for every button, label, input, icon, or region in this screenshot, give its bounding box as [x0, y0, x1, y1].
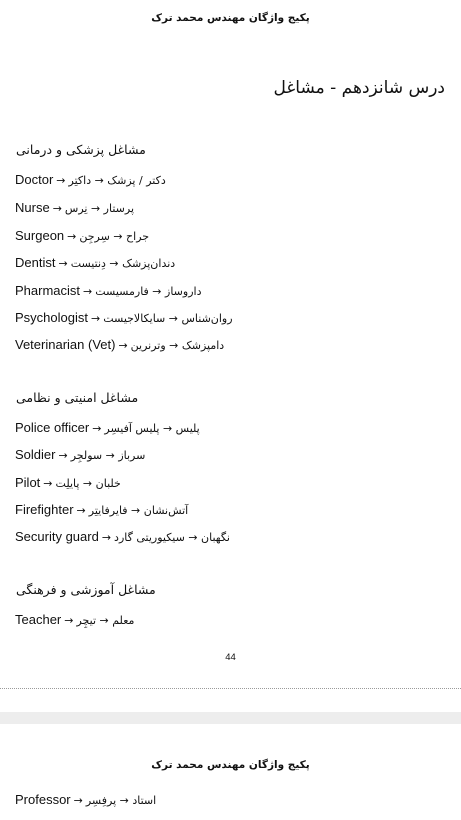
vocab-entry [15, 529, 230, 546]
english-word: Pilot [15, 475, 41, 490]
document-page-45 [0, 745, 461, 820]
persian-translation: دندان‌پزشک → دِنتیست [70, 257, 176, 270]
vocab-entry [15, 792, 156, 809]
arrow-icon: → [73, 794, 83, 807]
arrow-icon: → [67, 230, 77, 243]
persian-translation: سرباز → سولجِر [70, 449, 146, 462]
page-number: 44 [225, 652, 236, 663]
lesson-title: درس شانزدهم - مشاغل [273, 78, 445, 98]
english-word: Psychologist [15, 310, 88, 325]
arrow-icon: → [76, 504, 86, 517]
vocab-entry [15, 200, 134, 217]
arrow-icon: → [43, 477, 53, 490]
persian-translation: پلیس → پلیس آفیسِر [104, 422, 200, 435]
arrow-icon: → [56, 174, 66, 187]
english-word: Nurse [15, 200, 50, 215]
vocab-entry [15, 612, 134, 629]
english-word: Soldier [15, 447, 56, 462]
arrow-icon: → [92, 422, 102, 435]
section-title-security: مشاغل امنیتی و نظامی [16, 390, 139, 405]
arrow-icon: → [118, 339, 128, 352]
arrow-icon: → [58, 257, 68, 270]
persian-translation: داروساز → فارمسیست [95, 285, 202, 298]
arrow-icon: → [101, 531, 112, 544]
english-word: Pharmacist [15, 283, 81, 298]
vocab-entry [15, 283, 201, 300]
vocab-entry [15, 228, 149, 245]
persian-translation: نگهبان → سیکیوریتی گارد [114, 531, 230, 544]
english-word: Professor [15, 792, 71, 807]
vocab-entry [15, 255, 175, 272]
vocab-entry [15, 310, 233, 327]
persian-translation: استاد → پرفِسِر [85, 794, 157, 807]
english-word: Security guard [15, 529, 99, 544]
persian-translation: دامپزشک → وترنرین [130, 339, 225, 352]
english-word: Doctor [15, 172, 54, 187]
vocab-entry [15, 502, 188, 519]
persian-translation: خلبان → پایلِت [55, 477, 121, 490]
vocab-entry [15, 420, 200, 437]
page-header: پکیج واژگان مهندس محمد ترک [151, 12, 310, 24]
english-word: Teacher [15, 612, 62, 627]
persian-translation: روان‌شناس → سایکالاجیست [103, 312, 233, 325]
vocab-entry [15, 172, 166, 189]
english-word: Dentist [15, 255, 56, 270]
arrow-icon: → [64, 614, 74, 627]
section-title-medical: مشاغل پزشکی و درمانی [16, 142, 146, 157]
english-word: Surgeon [15, 228, 65, 243]
page-header: پکیج واژگان مهندس محمد ترک [151, 759, 310, 771]
persian-translation: معلم → تیچِر [76, 614, 135, 627]
page-gap-band [0, 712, 461, 724]
arrow-icon: → [52, 202, 62, 215]
english-word: Veterinarian (Vet) [15, 337, 116, 352]
vocab-entry [15, 447, 145, 464]
vocab-entry [15, 337, 224, 354]
arrow-icon: → [90, 312, 101, 325]
persian-translation: دکتر / پزشک → داکتِر [68, 174, 166, 187]
english-word: Police officer [15, 420, 90, 435]
persian-translation: آتش‌نشان → فایرفایتِر [88, 504, 189, 517]
persian-translation: پرستار → نِرس [64, 202, 135, 215]
vocab-entry [15, 475, 121, 492]
section-title-education: مشاغل آموزشی و فرهنگی [16, 582, 156, 597]
persian-translation: جراح → سِرجِن [79, 230, 150, 243]
arrow-icon: → [83, 285, 93, 298]
english-word: Firefighter [15, 502, 74, 517]
arrow-icon: → [58, 449, 68, 462]
